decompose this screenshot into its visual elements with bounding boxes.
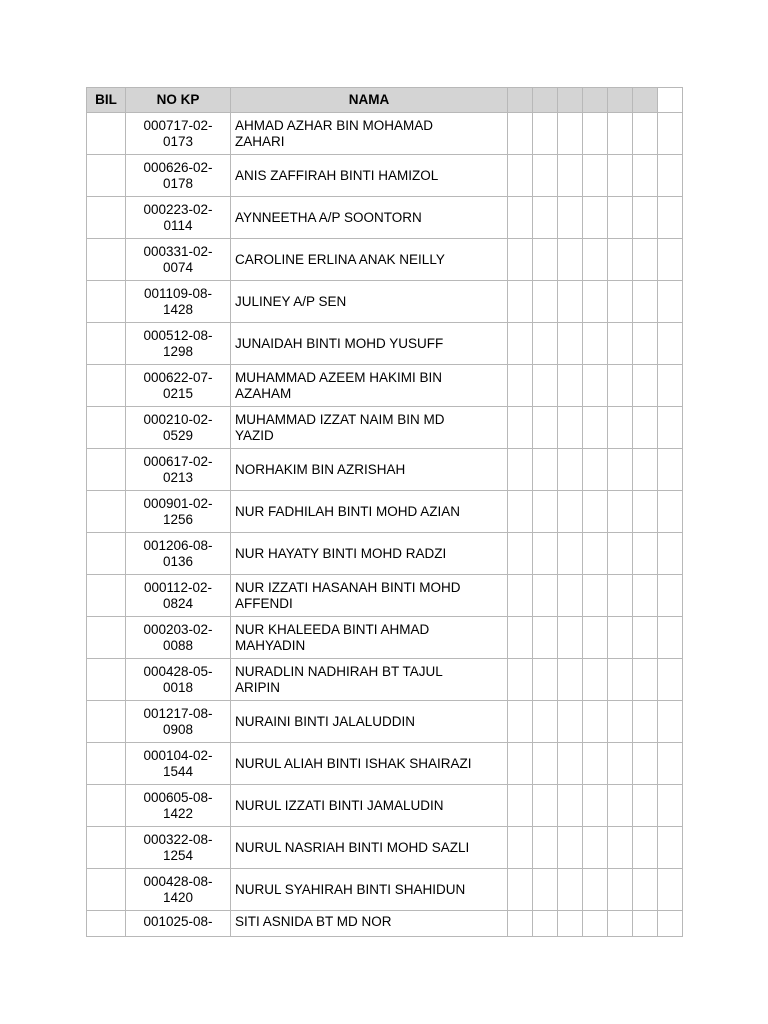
nama-line-1: NURUL ALIAH BINTI ISHAK SHAIRAZI: [235, 755, 472, 771]
nama-cell: [231, 827, 508, 869]
bil-cell: [87, 659, 126, 701]
blank-cell[interactable]: [608, 323, 633, 365]
blank-cell[interactable]: [633, 197, 658, 239]
blank-cell[interactable]: [558, 827, 583, 869]
attendance-sheet: [86, 87, 683, 937]
nama-cell: [231, 911, 508, 937]
blank-cell[interactable]: [508, 155, 533, 197]
blank-cell[interactable]: [508, 743, 533, 785]
blank-cell[interactable]: [558, 533, 583, 575]
blank-cell[interactable]: [583, 575, 608, 617]
nokp-line-1: 001109-08-: [143, 285, 213, 301]
blank-cell[interactable]: [583, 407, 608, 449]
nokp-line-1: 000112-02-: [143, 579, 213, 595]
table-row: [87, 407, 683, 449]
nokp-line-2: 0824: [162, 595, 194, 611]
table-row: [87, 743, 683, 785]
blank-cell[interactable]: [533, 743, 558, 785]
header-blank-column: [558, 88, 583, 113]
nama-line-1: NUR KHALEEDA BINTI AHMAD: [235, 621, 430, 637]
blank-cell[interactable]: [533, 323, 558, 365]
blank-cell[interactable]: [583, 827, 608, 869]
blank-cell[interactable]: [558, 155, 583, 197]
nama-cell: [231, 281, 508, 323]
nokp-cell: [126, 113, 231, 155]
blank-cell[interactable]: [583, 449, 608, 491]
blank-cell[interactable]: [533, 491, 558, 533]
blank-cell[interactable]: [583, 533, 608, 575]
bil-cell: [87, 575, 126, 617]
nokp-line-1: 001206-08-: [143, 537, 213, 553]
nokp-cell: [126, 281, 231, 323]
blank-cell[interactable]: [508, 491, 533, 533]
nama-line-1: NURADLIN NADHIRAH BT TAJUL: [235, 663, 443, 679]
nama-line-1: NURUL SYAHIRAH BINTI SHAHIDUN: [235, 881, 466, 897]
student-register-table: [86, 87, 683, 937]
blank-cell[interactable]: [583, 785, 608, 827]
blank-cell[interactable]: [633, 533, 658, 575]
blank-cell[interactable]: [508, 449, 533, 491]
nokp-line-2: 0074: [162, 259, 194, 275]
header-blank-column: [533, 88, 558, 113]
bil-cell: [87, 365, 126, 407]
blank-cell[interactable]: [558, 743, 583, 785]
blank-cell[interactable]: [633, 365, 658, 407]
blank-cell[interactable]: [608, 281, 633, 323]
blank-cell[interactable]: [533, 533, 558, 575]
blank-cell[interactable]: [583, 869, 608, 911]
nama-line-1: NUR IZZATI HASANAH BINTI MOHD: [235, 579, 461, 595]
nokp-line-2: 0529: [162, 427, 194, 443]
nokp-line-1: 000428-05-: [143, 663, 213, 679]
table-row: [87, 113, 683, 155]
nama-line-1: JULINEY A/P SEN: [235, 293, 347, 309]
blank-cell[interactable]: [558, 113, 583, 155]
nokp-line-1: 001217-08-: [143, 705, 213, 721]
nokp-line-2: 1254: [162, 847, 194, 863]
nokp-line-2: 1428: [162, 301, 194, 317]
nama-cell: [231, 323, 508, 365]
blank-cell[interactable]: [558, 869, 583, 911]
blank-cell[interactable]: [608, 491, 633, 533]
nokp-line-2: 0018: [162, 679, 194, 695]
blank-cell[interactable]: [558, 785, 583, 827]
nama-line-1: MUHAMMAD AZEEM HAKIMI BIN: [235, 369, 443, 385]
nokp-line-2: 0173: [162, 133, 194, 149]
nokp-cell: [126, 323, 231, 365]
blank-cell[interactable]: [658, 827, 683, 869]
blank-cell[interactable]: [633, 407, 658, 449]
nokp-cell: [126, 155, 231, 197]
blank-cell[interactable]: [658, 533, 683, 575]
header-blank-column: [508, 88, 533, 113]
blank-cell[interactable]: [633, 617, 658, 659]
blank-cell[interactable]: [533, 617, 558, 659]
nama-line-1: SITI ASNIDA BT MD NOR: [235, 914, 392, 929]
nokp-cell: [126, 239, 231, 281]
header-bil: BIL: [87, 88, 126, 113]
nokp-line-1: 000322-08-: [143, 831, 213, 847]
nama-cell: [231, 533, 508, 575]
nama-line-1: JUNAIDAH BINTI MOHD YUSUFF: [235, 335, 444, 351]
table-row: [87, 617, 683, 659]
blank-cell[interactable]: [608, 239, 633, 281]
blank-cell[interactable]: [508, 113, 533, 155]
blank-cell[interactable]: [583, 701, 608, 743]
nokp-line-1: 000428-08-: [143, 873, 213, 889]
nama-line-1: NURUL NASRIAH BINTI MOHD SAZLI: [235, 839, 470, 855]
nokp-line-1: 000617-02-: [143, 453, 213, 469]
blank-cell[interactable]: [533, 701, 558, 743]
table-row: [87, 449, 683, 491]
bil-cell: [87, 197, 126, 239]
blank-cell[interactable]: [508, 659, 533, 701]
blank-cell[interactable]: [633, 659, 658, 701]
nokp-line-2: 1420: [162, 889, 194, 905]
nokp-cell: [126, 785, 231, 827]
table-row: [87, 281, 683, 323]
blank-cell[interactable]: [608, 785, 633, 827]
nokp-line-1: 000622-07-: [143, 369, 213, 385]
nokp-line-2: 0215: [162, 385, 194, 401]
bil-cell: [87, 785, 126, 827]
blank-cell[interactable]: [508, 365, 533, 407]
bil-cell: [87, 155, 126, 197]
bil-cell: [87, 617, 126, 659]
blank-cell[interactable]: [558, 701, 583, 743]
blank-cell[interactable]: [583, 281, 608, 323]
blank-cell[interactable]: [558, 659, 583, 701]
blank-cell[interactable]: [608, 617, 633, 659]
nama-line-2: ARIPIN: [235, 679, 281, 695]
bil-cell: [87, 449, 126, 491]
blank-cell[interactable]: [583, 659, 608, 701]
bil-cell: [87, 743, 126, 785]
blank-cell[interactable]: [608, 659, 633, 701]
blank-cell[interactable]: [658, 785, 683, 827]
nokp-line-2: 0213: [162, 469, 194, 485]
blank-cell[interactable]: [558, 407, 583, 449]
blank-cell[interactable]: [658, 407, 683, 449]
table-row: [87, 197, 683, 239]
blank-cell[interactable]: [658, 911, 683, 937]
blank-cell[interactable]: [608, 911, 633, 937]
nokp-line-1: 000901-02-: [143, 495, 213, 511]
blank-cell[interactable]: [508, 785, 533, 827]
blank-cell[interactable]: [658, 449, 683, 491]
blank-cell[interactable]: [583, 155, 608, 197]
nama-cell: [231, 743, 508, 785]
header-nama: NAMA: [231, 88, 508, 113]
table-row: [87, 533, 683, 575]
nokp-line-2: 0114: [163, 217, 193, 233]
header-row: [87, 88, 683, 113]
nama-line-1: NURUL IZZATI BINTI JAMALUDIN: [235, 797, 444, 813]
blank-cell[interactable]: [583, 743, 608, 785]
nama-cell: [231, 365, 508, 407]
nama-line-1: NORHAKIM BIN AZRISHAH: [235, 461, 406, 477]
blank-cell[interactable]: [633, 575, 658, 617]
nokp-cell: [126, 197, 231, 239]
nokp-line-2: 0178: [162, 175, 194, 191]
nokp-line-1: 000512-08-: [143, 327, 213, 343]
blank-cell[interactable]: [533, 155, 558, 197]
blank-cell[interactable]: [658, 701, 683, 743]
nokp-line-2: 1256: [162, 511, 194, 527]
nama-cell: [231, 197, 508, 239]
blank-cell[interactable]: [583, 239, 608, 281]
blank-cell[interactable]: [508, 533, 533, 575]
nokp-cell: [126, 491, 231, 533]
blank-cell[interactable]: [533, 785, 558, 827]
table-row: [87, 323, 683, 365]
blank-cell[interactable]: [558, 239, 583, 281]
nokp-line-2: 1422: [162, 805, 194, 821]
blank-cell[interactable]: [558, 197, 583, 239]
blank-cell[interactable]: [658, 239, 683, 281]
bil-cell: [87, 281, 126, 323]
nama-cell: [231, 491, 508, 533]
nokp-cell: [126, 701, 231, 743]
blank-cell[interactable]: [508, 323, 533, 365]
blank-cell[interactable]: [558, 365, 583, 407]
nama-line-2: AFFENDI: [235, 595, 293, 611]
nama-cell: [231, 113, 508, 155]
nokp-cell: [126, 617, 231, 659]
blank-cell[interactable]: [558, 449, 583, 491]
blank-cell[interactable]: [533, 281, 558, 323]
table-row: [87, 365, 683, 407]
blank-cell[interactable]: [608, 701, 633, 743]
bil-cell: [87, 239, 126, 281]
blank-cell[interactable]: [508, 701, 533, 743]
blank-cell[interactable]: [558, 323, 583, 365]
blank-cell[interactable]: [583, 491, 608, 533]
blank-cell[interactable]: [533, 407, 558, 449]
nokp-cell: [126, 533, 231, 575]
blank-cell[interactable]: [558, 575, 583, 617]
nama-line-1: NUR HAYATY BINTI MOHD RADZI: [235, 545, 447, 561]
nokp-line-1: 000223-02-: [143, 201, 213, 217]
blank-cell[interactable]: [608, 575, 633, 617]
nama-cell: [231, 239, 508, 281]
blank-cell[interactable]: [658, 323, 683, 365]
blank-cell[interactable]: [658, 743, 683, 785]
header-blank-column: [608, 88, 633, 113]
blank-cell[interactable]: [658, 197, 683, 239]
blank-cell[interactable]: [508, 617, 533, 659]
blank-cell[interactable]: [533, 659, 558, 701]
blank-cell[interactable]: [633, 869, 658, 911]
bil-cell: [87, 533, 126, 575]
table-row: [87, 239, 683, 281]
nokp-line-1: 000331-02-: [143, 243, 213, 259]
blank-cell[interactable]: [633, 239, 658, 281]
nokp-line-1: 000717-02-: [143, 117, 213, 133]
blank-cell[interactable]: [658, 869, 683, 911]
blank-cell[interactable]: [608, 407, 633, 449]
nokp-line-1: 000104-02-: [143, 747, 213, 763]
nama-line-1: NUR FADHILAH BINTI MOHD AZIAN: [235, 503, 461, 519]
table-row: [87, 869, 683, 911]
nokp-line-2: 1544: [162, 763, 194, 779]
blank-cell[interactable]: [533, 911, 558, 937]
blank-cell[interactable]: [633, 323, 658, 365]
blank-cell[interactable]: [533, 575, 558, 617]
blank-cell[interactable]: [608, 365, 633, 407]
nokp-line-1: 000203-02-: [143, 621, 213, 637]
nokp-cell: [126, 869, 231, 911]
blank-cell[interactable]: [608, 533, 633, 575]
bil-cell: [87, 491, 126, 533]
nokp-line-1: 001025-08-: [143, 914, 213, 929]
table-body: [87, 113, 683, 937]
table-row: [87, 785, 683, 827]
table-row: [87, 827, 683, 869]
blank-cell[interactable]: [658, 491, 683, 533]
blank-cell[interactable]: [508, 407, 533, 449]
blank-cell[interactable]: [608, 155, 633, 197]
nama-line-2: AZAHAM: [235, 385, 292, 401]
header-blank-column: [583, 88, 608, 113]
nama-line-2: MAHYADIN: [235, 637, 306, 653]
nama-cell: [231, 617, 508, 659]
blank-cell[interactable]: [583, 617, 608, 659]
nama-line-1: ANIS ZAFFIRAH BINTI HAMIZOL: [235, 167, 439, 183]
blank-cell[interactable]: [508, 197, 533, 239]
blank-cell[interactable]: [658, 281, 683, 323]
nama-cell: [231, 407, 508, 449]
blank-cell[interactable]: [633, 785, 658, 827]
blank-cell[interactable]: [658, 365, 683, 407]
header-nokp: NO KP: [126, 88, 231, 113]
table-row: [87, 575, 683, 617]
nokp-cell: [126, 659, 231, 701]
nama-line-1: MUHAMMAD IZZAT NAIM BIN MD: [235, 411, 445, 427]
nokp-line-2: 0088: [162, 637, 194, 653]
nama-line-2: ZAHARI: [235, 133, 285, 149]
header-blank-column: [633, 88, 658, 113]
blank-cell[interactable]: [633, 281, 658, 323]
nokp-line-2: 0908: [162, 721, 194, 737]
nama-cell: [231, 869, 508, 911]
blank-cell[interactable]: [658, 659, 683, 701]
blank-cell[interactable]: [533, 449, 558, 491]
nama-cell: [231, 785, 508, 827]
blank-cell[interactable]: [533, 869, 558, 911]
bil-cell: [87, 911, 126, 937]
nokp-line-1: 000210-02-: [143, 411, 213, 427]
blank-cell[interactable]: [583, 911, 608, 937]
blank-cell[interactable]: [533, 239, 558, 281]
nokp-line-1: 000605-08-: [143, 789, 213, 805]
nokp-cell: [126, 827, 231, 869]
table-row: [87, 911, 683, 937]
blank-cell[interactable]: [658, 113, 683, 155]
blank-cell[interactable]: [608, 743, 633, 785]
nokp-cell: [126, 743, 231, 785]
blank-cell[interactable]: [633, 911, 658, 937]
blank-cell[interactable]: [608, 827, 633, 869]
nama-line-1: NURAINI BINTI JALALUDDIN: [235, 713, 416, 729]
blank-cell[interactable]: [633, 491, 658, 533]
nama-line-1: CAROLINE ERLINA ANAK NEILLY: [235, 251, 445, 267]
nokp-cell: [126, 449, 231, 491]
blank-cell[interactable]: [583, 365, 608, 407]
nokp-line-2: 1298: [162, 343, 194, 359]
blank-cell[interactable]: [508, 911, 533, 937]
table-row: [87, 155, 683, 197]
blank-cell[interactable]: [608, 449, 633, 491]
blank-cell[interactable]: [608, 197, 633, 239]
blank-cell[interactable]: [608, 113, 633, 155]
blank-cell[interactable]: [508, 869, 533, 911]
table-row: [87, 659, 683, 701]
blank-cell[interactable]: [633, 701, 658, 743]
blank-cell[interactable]: [533, 365, 558, 407]
blank-cell[interactable]: [583, 113, 608, 155]
blank-cell[interactable]: [583, 323, 608, 365]
blank-cell[interactable]: [533, 113, 558, 155]
blank-cell[interactable]: [608, 869, 633, 911]
blank-cell[interactable]: [508, 239, 533, 281]
nama-cell: [231, 449, 508, 491]
blank-cell[interactable]: [658, 575, 683, 617]
bil-cell: [87, 869, 126, 911]
table-row: [87, 491, 683, 533]
nama-line-1: AYNNEETHA A/P SOONTORN: [235, 209, 422, 225]
bil-cell: [87, 827, 126, 869]
blank-cell[interactable]: [558, 491, 583, 533]
nokp-cell: [126, 407, 231, 449]
blank-cell[interactable]: [508, 827, 533, 869]
blank-cell[interactable]: [633, 155, 658, 197]
bil-cell: [87, 323, 126, 365]
nama-line-2: YAZID: [235, 427, 274, 443]
nama-cell: [231, 575, 508, 617]
nama-cell: [231, 659, 508, 701]
nokp-cell: [126, 575, 231, 617]
blank-cell[interactable]: [533, 827, 558, 869]
table-row: [87, 701, 683, 743]
blank-cell[interactable]: [633, 827, 658, 869]
blank-cell[interactable]: [658, 155, 683, 197]
nokp-line-1: 000626-02-: [143, 159, 213, 175]
bil-cell: [87, 113, 126, 155]
nokp-cell: [126, 911, 231, 937]
blank-cell[interactable]: [558, 617, 583, 659]
blank-cell[interactable]: [633, 449, 658, 491]
blank-cell[interactable]: [558, 911, 583, 937]
bil-cell: [87, 701, 126, 743]
bil-cell: [87, 407, 126, 449]
nama-cell: [231, 155, 508, 197]
blank-cell[interactable]: [633, 743, 658, 785]
blank-cell[interactable]: [558, 281, 583, 323]
nama-cell: [231, 701, 508, 743]
nokp-line-2: 0136: [162, 553, 194, 569]
blank-cell[interactable]: [508, 575, 533, 617]
header-blank-column: [658, 88, 683, 113]
blank-cell[interactable]: [583, 197, 608, 239]
nama-line-1: AHMAD AZHAR BIN MOHAMAD: [235, 117, 434, 133]
blank-cell[interactable]: [633, 113, 658, 155]
blank-cell[interactable]: [533, 197, 558, 239]
blank-cell[interactable]: [508, 281, 533, 323]
nokp-cell: [126, 365, 231, 407]
blank-cell[interactable]: [658, 617, 683, 659]
